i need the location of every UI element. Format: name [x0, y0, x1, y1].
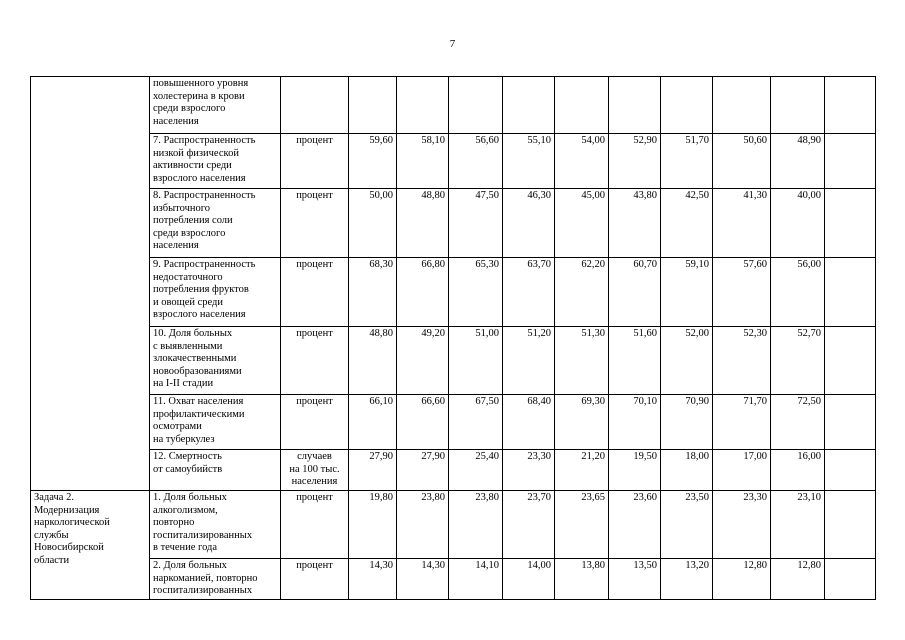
- value-cell: [825, 189, 876, 258]
- value-cell: 25,40: [449, 450, 503, 491]
- table-row: [31, 395, 876, 450]
- value-cell: [771, 77, 825, 134]
- indicator-cell: [150, 77, 281, 134]
- value-cell: 58,10: [397, 134, 449, 189]
- table-row: [31, 559, 876, 600]
- table-row: [31, 450, 876, 491]
- unit-cell: [281, 327, 349, 395]
- unit-cell: [281, 77, 349, 134]
- value-cell: 23,30: [503, 450, 555, 491]
- value-cell: 13,50: [609, 559, 661, 600]
- value-cell: 68,30: [349, 258, 397, 327]
- value-cell: 65,30: [449, 258, 503, 327]
- value-cell: [825, 327, 876, 395]
- value-cell: 52,30: [713, 327, 771, 395]
- value-cell: 18,00: [661, 450, 713, 491]
- unit-text: процент: [296, 259, 333, 270]
- value-cell: 51,70: [661, 134, 713, 189]
- indicator-cell: [150, 450, 281, 491]
- value-cell: 14,10: [449, 559, 503, 600]
- value-cell: 70,90: [661, 395, 713, 450]
- value-cell: 56,60: [449, 134, 503, 189]
- value-cell: [825, 134, 876, 189]
- table-row: [31, 491, 876, 559]
- value-cell: 62,20: [555, 258, 609, 327]
- value-cell: 59,60: [349, 134, 397, 189]
- indicator-cell: [150, 134, 281, 189]
- unit-cell: [281, 450, 349, 491]
- value-cell: 14,00: [503, 559, 555, 600]
- value-cell: 19,80: [349, 491, 397, 559]
- value-cell: 67,50: [449, 395, 503, 450]
- value-cell: 52,70: [771, 327, 825, 395]
- value-cell: 51,00: [449, 327, 503, 395]
- value-cell: 47,50: [449, 189, 503, 258]
- indicator-cell: [150, 327, 281, 395]
- indicators-table: [30, 76, 876, 600]
- value-cell: 71,70: [713, 395, 771, 450]
- value-cell: [349, 77, 397, 134]
- value-cell: 55,10: [503, 134, 555, 189]
- value-cell: 27,90: [397, 450, 449, 491]
- value-cell: 14,30: [397, 559, 449, 600]
- indicator-text: 1. Доля больных алкоголизмом, повторно госпитализированных в течение года: [153, 492, 253, 553]
- value-cell: 40,00: [771, 189, 825, 258]
- value-cell: 51,20: [503, 327, 555, 395]
- value-cell: 23,60: [609, 491, 661, 559]
- table-row: [31, 327, 876, 395]
- value-cell: 23,70: [503, 491, 555, 559]
- indicator-cell: [150, 189, 281, 258]
- indicator-cell: [150, 491, 281, 559]
- unit-text: случаев на 100 тыс. населения: [289, 451, 340, 487]
- unit-text: процент: [296, 492, 333, 503]
- value-cell: [397, 77, 449, 134]
- value-cell: 45,00: [555, 189, 609, 258]
- value-cell: 13,80: [555, 559, 609, 600]
- value-cell: 48,80: [397, 189, 449, 258]
- value-cell: 46,30: [503, 189, 555, 258]
- value-cell: 48,80: [349, 327, 397, 395]
- value-cell: 72,50: [771, 395, 825, 450]
- value-cell: 68,40: [503, 395, 555, 450]
- table-row: [31, 258, 876, 327]
- unit-text: процент: [296, 328, 333, 339]
- value-cell: 17,00: [713, 450, 771, 491]
- value-cell: 16,00: [771, 450, 825, 491]
- value-cell: 50,60: [713, 134, 771, 189]
- value-cell: 56,00: [771, 258, 825, 327]
- unit-text: процент: [296, 135, 333, 146]
- page-number: 7: [449, 38, 456, 50]
- value-cell: [713, 77, 771, 134]
- value-cell: 12,80: [771, 559, 825, 600]
- value-cell: 43,80: [609, 189, 661, 258]
- indicator-text: 11. Охват населения профилактическими осмотрами на туберкулез: [153, 396, 245, 445]
- table-row: [31, 77, 876, 134]
- value-cell: 23,65: [555, 491, 609, 559]
- value-cell: 51,30: [555, 327, 609, 395]
- value-cell: 59,10: [661, 258, 713, 327]
- indicator-cell: [150, 559, 281, 600]
- value-cell: [825, 77, 876, 134]
- indicator-text: 12. Смертность от самоубийств: [153, 451, 223, 475]
- unit-cell: [281, 189, 349, 258]
- value-cell: 27,90: [349, 450, 397, 491]
- value-cell: 23,10: [771, 491, 825, 559]
- value-cell: 23,80: [449, 491, 503, 559]
- value-cell: [825, 559, 876, 600]
- value-cell: 42,50: [661, 189, 713, 258]
- indicator-text: 10. Доля больных с выявленными злокачественными новообразованиями на I-II стадии: [153, 328, 242, 389]
- value-cell: 23,30: [713, 491, 771, 559]
- value-cell: 69,30: [555, 395, 609, 450]
- value-cell: [825, 395, 876, 450]
- value-cell: 54,00: [555, 134, 609, 189]
- value-cell: [503, 77, 555, 134]
- value-cell: [449, 77, 503, 134]
- unit-cell: [281, 258, 349, 327]
- unit-cell: [281, 559, 349, 600]
- value-cell: 48,90: [771, 134, 825, 189]
- unit-cell: [281, 395, 349, 450]
- value-cell: 51,60: [609, 327, 661, 395]
- unit-cell: [281, 134, 349, 189]
- value-cell: 60,70: [609, 258, 661, 327]
- value-cell: 49,20: [397, 327, 449, 395]
- value-cell: 66,60: [397, 395, 449, 450]
- value-cell: 52,00: [661, 327, 713, 395]
- value-cell: 23,80: [397, 491, 449, 559]
- value-cell: 12,80: [713, 559, 771, 600]
- indicator-cell: [150, 258, 281, 327]
- value-cell: 52,90: [609, 134, 661, 189]
- indicator-text: 8. Распространенность избыточного потребления соли среди взрослого населения: [153, 190, 256, 251]
- unit-text: процент: [296, 190, 333, 201]
- value-cell: 66,10: [349, 395, 397, 450]
- value-cell: 13,20: [661, 559, 713, 600]
- value-cell: [825, 491, 876, 559]
- indicator-text: 9. Распространенность недостаточного потребления фруктов и овощей среди взрослого населения: [153, 259, 256, 320]
- value-cell: 63,70: [503, 258, 555, 327]
- value-cell: [825, 258, 876, 327]
- value-cell: 57,60: [713, 258, 771, 327]
- unit-text: процент: [296, 396, 333, 407]
- unit-text: процент: [296, 560, 333, 571]
- value-cell: 14,30: [349, 559, 397, 600]
- task-cell: [31, 491, 150, 600]
- table-row: [31, 134, 876, 189]
- value-cell: 70,10: [609, 395, 661, 450]
- table-row: [31, 189, 876, 258]
- value-cell: 41,30: [713, 189, 771, 258]
- task-cell: [31, 77, 150, 491]
- indicator-text: 2. Доля больных наркоманией, повторно госпитализированных: [153, 560, 258, 596]
- value-cell: 21,20: [555, 450, 609, 491]
- value-cell: [609, 77, 661, 134]
- value-cell: [555, 77, 609, 134]
- indicator-text: 7. Распространенность низкой физической активности среди взрослого населения: [153, 135, 256, 184]
- value-cell: 66,80: [397, 258, 449, 327]
- indicator-text: повышенного уровня холестерина в крови среди взрослого населения: [153, 78, 249, 127]
- indicator-cell: [150, 395, 281, 450]
- value-cell: 50,00: [349, 189, 397, 258]
- value-cell: [825, 450, 876, 491]
- unit-cell: [281, 491, 349, 559]
- value-cell: 19,50: [609, 450, 661, 491]
- value-cell: 23,50: [661, 491, 713, 559]
- value-cell: [661, 77, 713, 134]
- task-text: Задача 2. Модернизация наркологической службы Новосибирской области: [34, 492, 110, 566]
